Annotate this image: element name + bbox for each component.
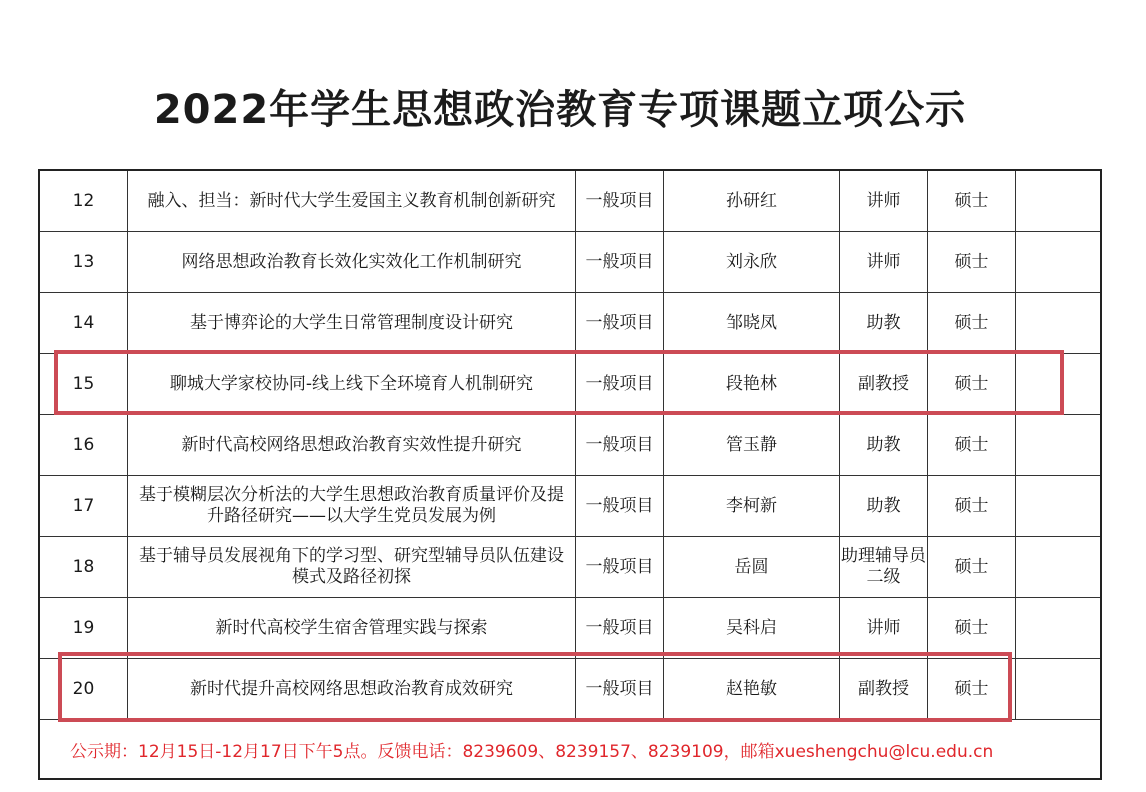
leader-rank: 副教授 — [840, 354, 928, 414]
project-type: 一般项目 — [576, 415, 664, 475]
leader-degree: 硕士 — [928, 171, 1016, 231]
leader-name: 赵艳敏 — [664, 659, 840, 719]
leader-name: 邹晓凤 — [664, 293, 840, 353]
row-number: 20 — [40, 659, 128, 719]
row-number: 16 — [40, 415, 128, 475]
empty-cell — [1016, 232, 1100, 292]
empty-cell — [1016, 476, 1100, 536]
row-number: 15 — [40, 354, 128, 414]
empty-cell — [1016, 293, 1100, 353]
leader-rank: 讲师 — [840, 598, 928, 658]
project-title: 新时代提升高校网络思想政治教育成效研究 — [128, 659, 576, 719]
project-type: 一般项目 — [576, 659, 664, 719]
leader-degree: 硕士 — [928, 293, 1016, 353]
project-title: 聊城大学家校协同-线上线下全环境育人机制研究 — [128, 354, 576, 414]
empty-cell — [1016, 659, 1100, 719]
leader-rank: 讲师 — [840, 232, 928, 292]
leader-rank: 助理辅导员二级 — [840, 537, 928, 597]
project-type: 一般项目 — [576, 476, 664, 536]
table-row — [40, 598, 1100, 659]
row-number: 19 — [40, 598, 128, 658]
project-title: 基于辅导员发展视角下的学习型、研究型辅导员队伍建设模式及路径初探 — [128, 537, 576, 597]
project-title: 网络思想政治教育长效化实效化工作机制研究 — [128, 232, 576, 292]
project-title: 新时代高校学生宿舍管理实践与探索 — [128, 598, 576, 658]
table-row — [40, 415, 1100, 476]
leader-degree: 硕士 — [928, 659, 1016, 719]
leader-name: 李柯新 — [664, 476, 840, 536]
empty-cell — [1016, 598, 1100, 658]
project-type: 一般项目 — [576, 293, 664, 353]
table-row — [40, 537, 1100, 598]
empty-cell — [1016, 415, 1100, 475]
leader-rank: 讲师 — [840, 171, 928, 231]
leader-name: 管玉静 — [664, 415, 840, 475]
project-type: 一般项目 — [576, 598, 664, 658]
highlight-box-row-20 — [58, 652, 1012, 722]
table-row — [40, 232, 1100, 293]
leader-degree: 硕士 — [928, 232, 1016, 292]
project-type: 一般项目 — [576, 354, 664, 414]
leader-rank: 助教 — [840, 476, 928, 536]
project-title: 融入、担当：新时代大学生爱国主义教育机制创新研究 — [128, 171, 576, 231]
leader-name: 吴科启 — [664, 598, 840, 658]
project-title: 新时代高校网络思想政治教育实效性提升研究 — [128, 415, 576, 475]
leader-name: 刘永欣 — [664, 232, 840, 292]
leader-rank: 助教 — [840, 293, 928, 353]
highlight-box-row-15 — [54, 350, 1064, 415]
row-number: 13 — [40, 232, 128, 292]
leader-name: 段艳林 — [664, 354, 840, 414]
project-type: 一般项目 — [576, 232, 664, 292]
leader-degree: 硕士 — [928, 598, 1016, 658]
leader-name: 孙研红 — [664, 171, 840, 231]
project-title: 基于模糊层次分析法的大学生思想政治教育质量评价及提升路径研究——以大学生党员发展为例 — [128, 476, 576, 536]
leader-degree: 硕士 — [928, 354, 1016, 414]
table-row — [40, 293, 1100, 354]
row-number: 17 — [40, 476, 128, 536]
leader-name: 岳圆 — [664, 537, 840, 597]
leader-rank: 副教授 — [840, 659, 928, 719]
table-row — [40, 171, 1100, 232]
leader-degree: 硕士 — [928, 476, 1016, 536]
project-type: 一般项目 — [576, 171, 664, 231]
leader-rank: 助教 — [840, 415, 928, 475]
announcement-footer: 公示期：12月15日-12月17日下午5点。反馈电话：8239609、8239157、8239109，邮箱xueshengchu@lcu.edu.cn — [70, 741, 994, 762]
project-title: 基于博弈论的大学生日常管理制度设计研究 — [128, 293, 576, 353]
empty-cell — [1016, 171, 1100, 231]
leader-degree: 硕士 — [928, 537, 1016, 597]
table-row — [40, 476, 1100, 537]
row-number: 14 — [40, 293, 128, 353]
row-number: 18 — [40, 537, 128, 597]
empty-cell — [1016, 537, 1100, 597]
row-number: 12 — [40, 171, 128, 231]
project-type: 一般项目 — [576, 537, 664, 597]
page-title: 2022年学生思想政治教育专项课题立项公示 — [153, 87, 967, 133]
leader-degree: 硕士 — [928, 415, 1016, 475]
